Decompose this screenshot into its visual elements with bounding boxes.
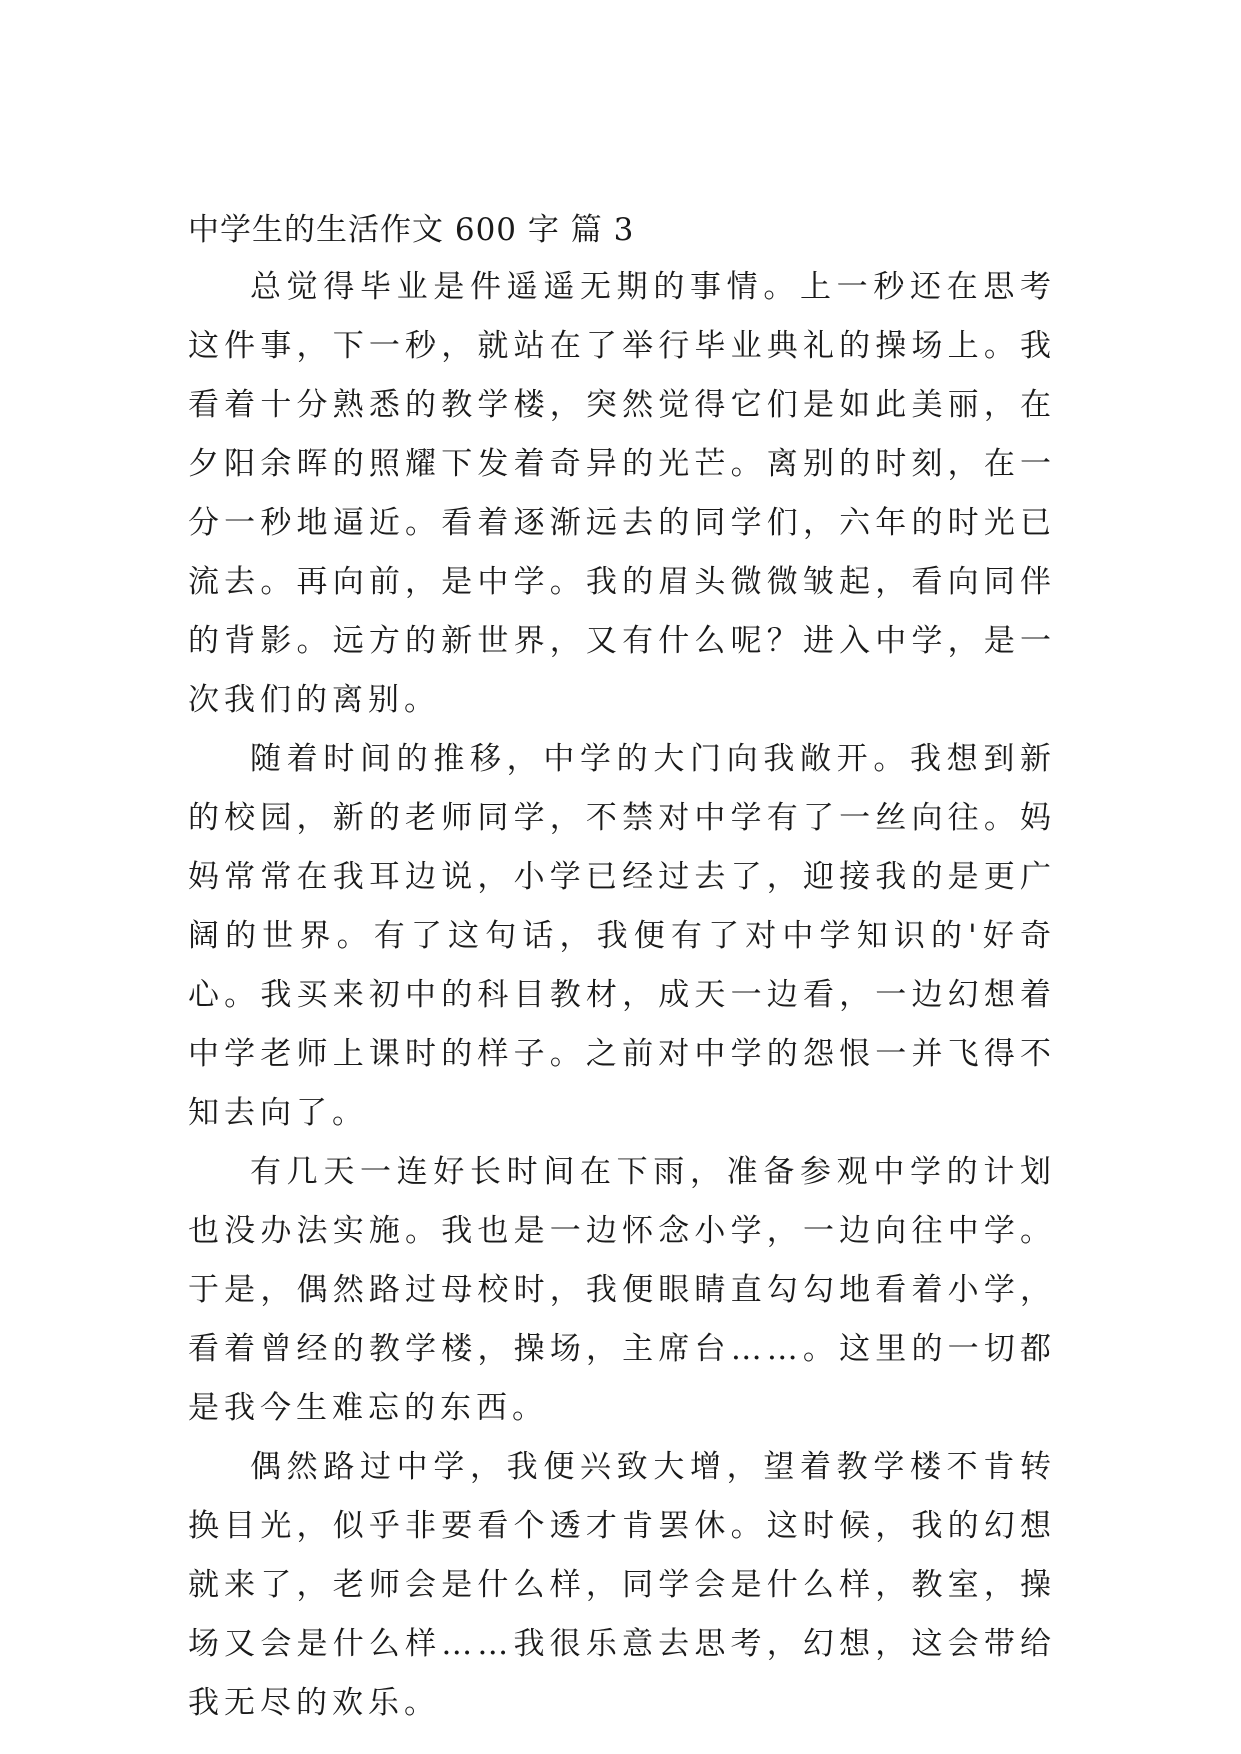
document-title: 中学生的生活作文 600 字 篇 3 <box>188 212 635 248</box>
paragraph-2: 随着时间的推移，中学的大门向我敞开。我想到新的校园，新的老师同学，不禁对中学有了一丝向往。妈妈常常在我耳边说，小学已经过去了，迎接我的是更广阔的世界。有了这句话，我便有了对中学知识的'好奇心。我买来初中的科目教材，成天一边看，一边幻想着中学老师上课时的样子。之前对中学的怨恨一并飞得不知去向了。 <box>188 741 1056 1131</box>
paragraph-4: 偶然路过中学，我便兴致大增，望着教学楼不肯转换目光，似乎非要看个透才肯罢休。这时候，我的幻想就来了，老师会是什么样，同学会是什么样，教室，操场又会是什么样……我很乐意去思考，幻想，这会带给我无尽的欢乐。 <box>188 1449 1056 1721</box>
paragraph-3: 有几天一连好长时间在下雨，准备参观中学的计划也没办法实施。我也是一边怀念小学，一边向往中学。于是，偶然路过母校时，我便眼睛直勾勾地看着小学，看着曾经的教学楼，操场，主席台……。这里的一切都是我今生难忘的东西。 <box>188 1154 1056 1426</box>
paragraph-1: 总觉得毕业是件遥遥无期的事情。上一秒还在思考这件事，下一秒，就站在了举行毕业典礼的操场上。我看着十分熟悉的教学楼，突然觉得它们是如此美丽，在夕阳余晖的照耀下发着奇异的光芒。离别的时刻，在一分一秒地逼近。看着逐渐远去的同学们，六年的时光已流去。再向前，是中学。我的眉头微微皱起，看向同伴的背影。远方的新世界，又有什么呢？进入中学，是一次我们的离别。 <box>188 269 1056 718</box>
document-body <box>188 258 1056 1733</box>
